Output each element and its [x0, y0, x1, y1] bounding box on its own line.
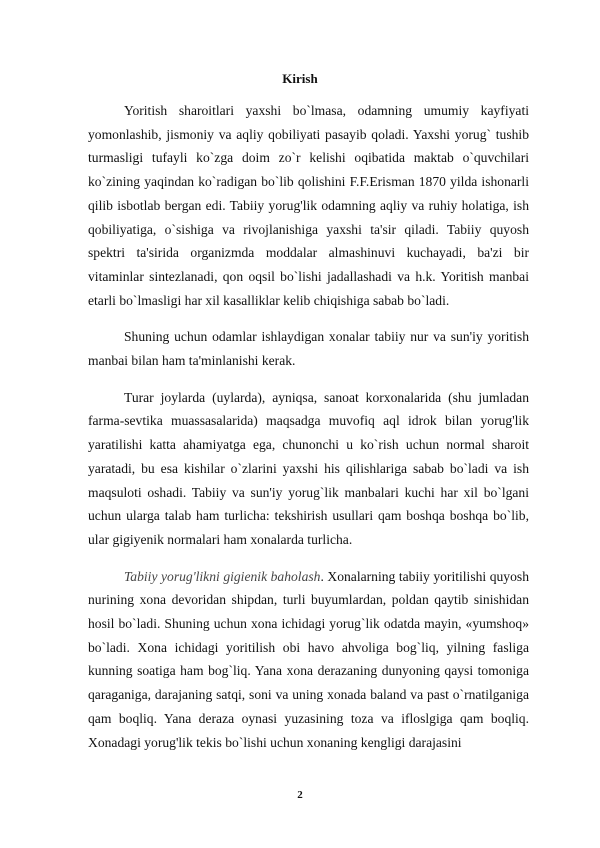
- paragraph-hygienic-assessment: [88, 565, 529, 755]
- paragraph-industrial-lighting: Turar joylarda (uylarda), ayniqsa, sanoat korxonalarida (shu jumladan farma-sevtika muassasalarida) maqsadga muvofiq aql idrok bilan yorug'lik yaratilishi katta ahamiyatga ega, chunonchi u ko`rish uchun normal sharoit yaratadi, bu esa kishilar o`zlarini yaxshi his qilishlariga sabab bo`ladi va ish maqsuloti oshadi. Tabiiy va sun'iy yorug`lik manbalari kuchi har xil bo`lgani uchun ularga talab ham turlicha: tekshirish usullari qam boshqa boshqa bo`lib, ular gigiyenik normalari ham xonalarda turlicha.: [88, 389, 529, 547]
- page-title: Kirish: [282, 71, 318, 86]
- page-number: 2: [297, 789, 303, 801]
- paragraph-hygienic-text: . Xonalarning tabiiy yoritilishi quyosh nurining xona devoridan shipdan, turli buyumlardan, poldan qaytib sinishidan hosil bo`ladi. Shuning uchun xona ichidagi yorug`lik odatda mayin, «yumshoq» bo`ladi. Xona ichidagi yoritilish obi havo ahvoliga bog`liq, yilning fasliga kunning soatiga ham bog`liq. Yana xona derazaning dunyoning qaysi tomoniga qaraganiga, darajaning satqi, soni va uning xonada baland va past o`rnatilganiga qam boqliq. Yana deraza oynasi yuzasining toza va ifloslgiga qam boqliq. Xonadagi yorug'lik tekis bo`lishi uchun xonaning kengligi darajasini: [88, 568, 529, 750]
- document-body: [88, 99, 529, 754]
- italic-section-lead: Tabiiy yorug'likni gigienik baholash: [124, 568, 321, 584]
- paragraph-intro: Yoritish sharoitlari yaxshi bo`lmasa, odamning umumiy kayfiyati yomonlashib, jismoniy va aqliy qobiliyati pasayib qoladi. Yaxshi yorug` tushib turmasligi tufayli ko`zga doim zo`r kelishi oqibatida maktab o`quvchilari ko`zining yaqindan ko`radigan bo`lib qolishini F.F.Erisman 1870 yilda ishonarli qilib isbotlab bergan edi. Tabiiy yorug'lik odamning aqliy va ruhiy holatiga, ish qobiliyatiga, o`sishiga va rivojlanishiga yaxshi ta'sir qiladi. Tabiiy quyosh spektri ta'sirida organizmda moddalar almashinuvi kuchayadi, ba'zi bir vitaminlar sintezlanadi, qon oqsil bo`lishi jadallashadi va h.k. Yoritish manbai etarli bo`lmasligi har xil kasalliklar kelib chiqishiga sabab bo`ladi.: [88, 103, 529, 308]
- paragraph-lighting-sources: Shuning uchun odamlar ishlaydigan xonalar tabiiy nur va sun'iy yoritish manbai bilan ham ta'minlanishi kerak.: [88, 329, 529, 369]
